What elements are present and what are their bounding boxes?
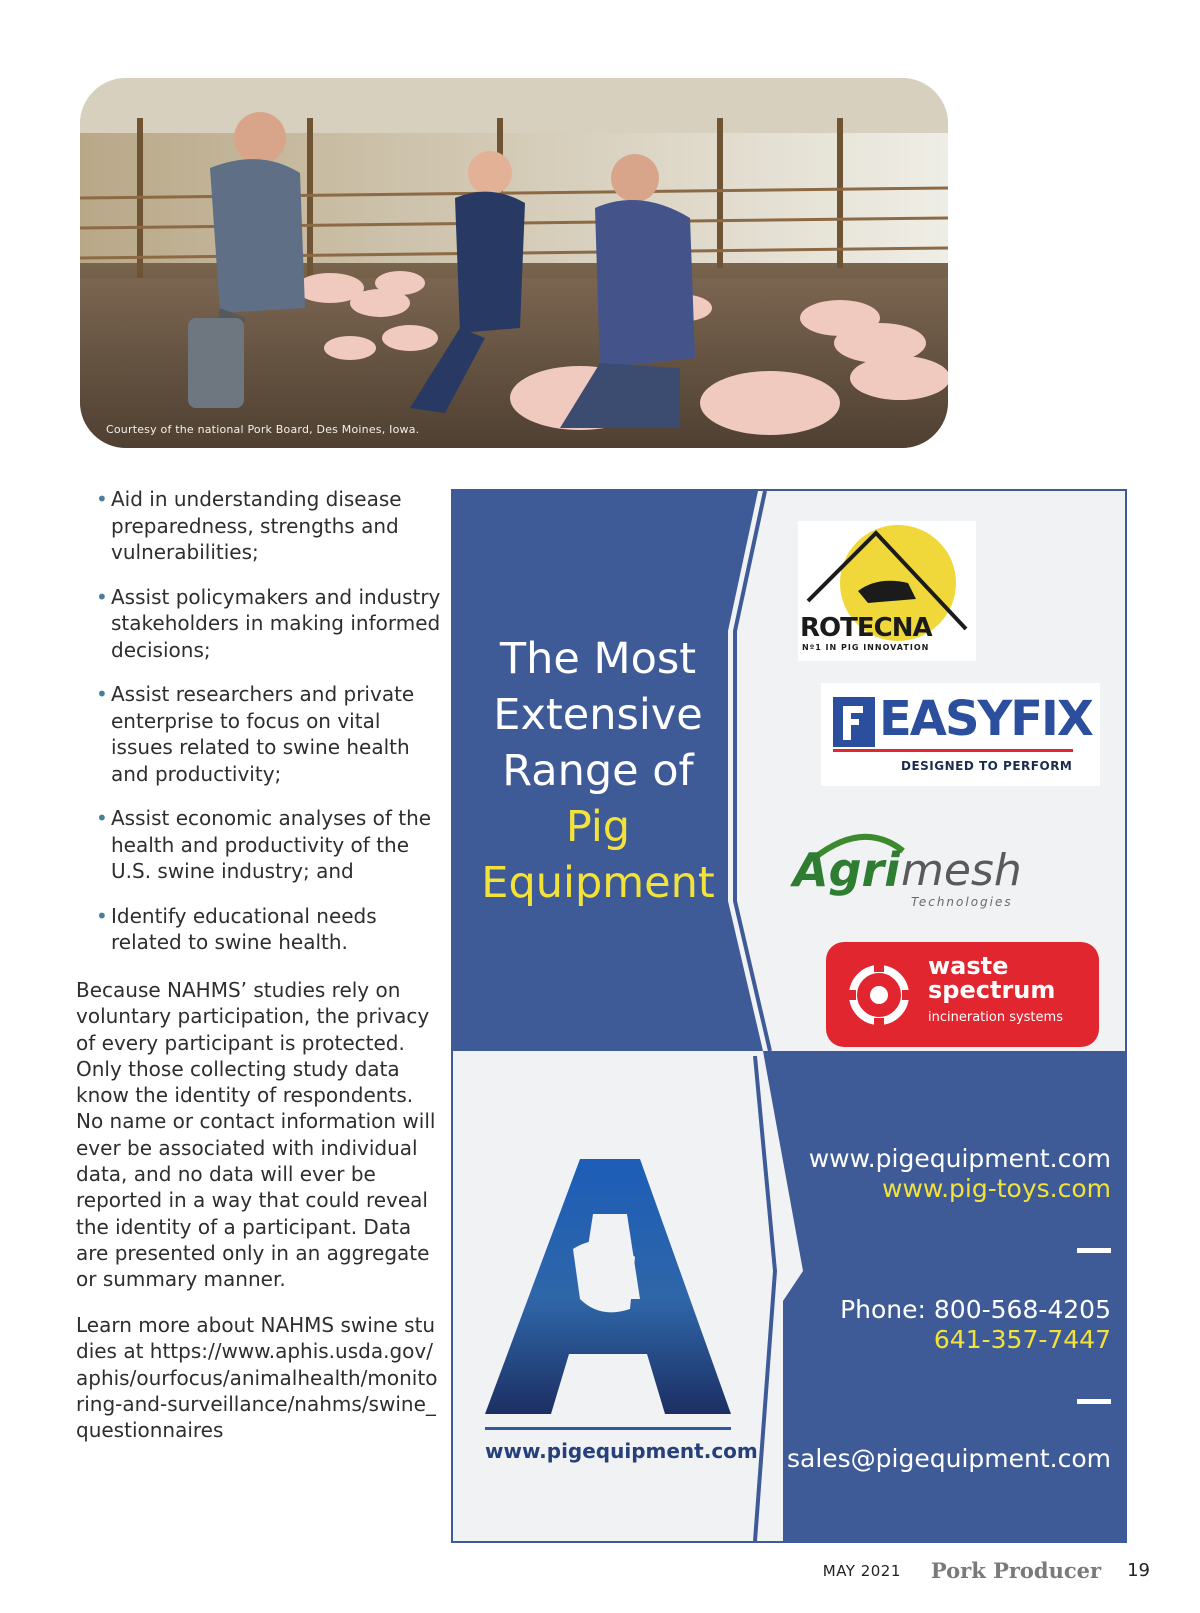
bullet-list [96, 486, 446, 974]
page-footer [823, 1558, 1150, 1583]
logo-divider [485, 1427, 731, 1430]
agrimesh-logo: Agri mesh Technologies [793, 821, 1053, 931]
pig-toys-link[interactable]: www.pig-toys.com [882, 1174, 1111, 1203]
learn-more-paragraph: Learn more about NAHMS swine studies at https://www.aphis.usda.gov/aphis/ourfocus/animalhealth/monitoring-and-surveillance/nahms/swine_questionnaires [76, 1313, 438, 1443]
page-number: 19 [1127, 1560, 1150, 1581]
ad-headline: The Most Extensive Range of Pig Equipment [481, 634, 715, 908]
hero-photo [80, 78, 948, 448]
bullet-icon: • [96, 682, 108, 706]
phone-primary: Phone: 800-568-4205 [840, 1295, 1111, 1324]
pigequipment-a-logo-icon [485, 1159, 731, 1419]
divider-dash [1077, 1248, 1111, 1253]
list-item: • Assist researchers and private enterprise to focus on vital issues related to swine health and productivity; [96, 682, 415, 786]
waste-spectrum-logo: waste spectrum incineration systems [826, 942, 1099, 1047]
advertisement [451, 489, 1127, 1543]
rotecna-logo: ROTECNA Nº1 IN PIG INNOVATION [798, 521, 976, 661]
list-item: • Aid in understanding disease preparedness, strengths and vulnerabilities; [96, 487, 402, 564]
waste-spectrum-target-icon [844, 960, 914, 1030]
bullet-icon: • [96, 903, 108, 928]
bullet-icon: • [96, 806, 108, 830]
email-link[interactable]: sales@pigequipment.com [786, 1444, 1111, 1473]
magazine-brand: Pork Producer [930, 1558, 1102, 1583]
bullet-icon: • [96, 584, 108, 609]
list-item: • Assist economic analyses of the health and productivity of the U.S. swine industry; and [96, 806, 432, 883]
easyfix-mark-icon [833, 697, 875, 747]
list-item: • Identify educational needs related to swine health. [96, 903, 377, 954]
list-item: • Assist policymakers and industry stakeholders in making informed decisions; [96, 584, 441, 662]
website-link[interactable]: www.pigequipment.com [808, 1144, 1111, 1173]
bullet-icon: • [96, 487, 108, 511]
easyfix-logo: EASYFIX DESIGNED TO PERFORM [821, 683, 1100, 786]
barn-scene-illustration [80, 78, 948, 448]
divider-dash [1077, 1399, 1111, 1404]
phone-secondary: 641-357-7447 [933, 1325, 1111, 1354]
issue-date: MAY 2021 [822, 1561, 901, 1580]
privacy-paragraph: Because NAHMS’ studies rely on voluntary participation, the privacy of every participant is protected. Only those collecting study data know the identity of respondents. No name or contact information will ever be associated with individual data, and no data will ever be reported in a way that could reveal the identity of a participant. Data are presented only in an aggregate or summary manner. [76, 978, 436, 1292]
photo-caption: Courtesy of the national Pork Board, Des Moines, Iowa. [106, 423, 420, 436]
logo-url[interactable]: www.pigequipment.com [485, 1439, 758, 1463]
